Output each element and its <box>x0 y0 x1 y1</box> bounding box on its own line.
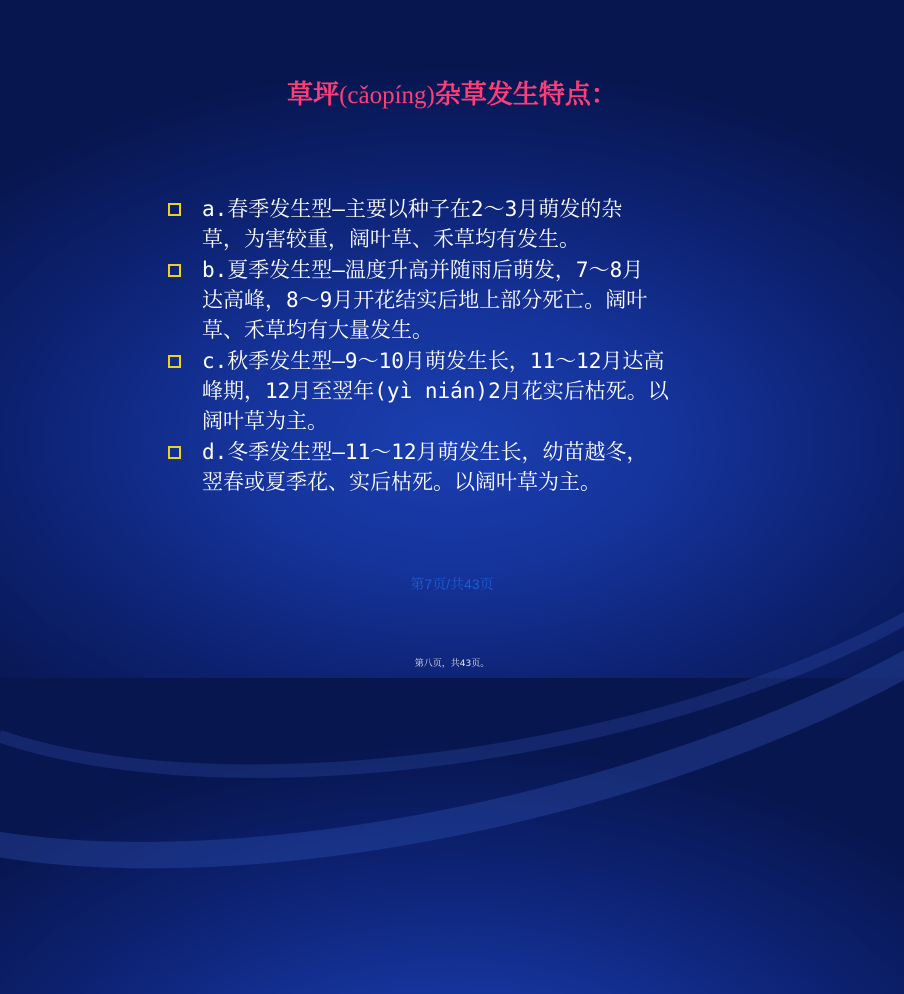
bullet-list <box>168 194 748 498</box>
footer-note: 第八页，共43页。 <box>414 659 490 669</box>
square-bullet-icon <box>168 355 181 368</box>
bullet-item-autumn <box>168 346 748 436</box>
square-bullet-icon <box>168 203 181 216</box>
title-suffix: 杂草发生特点： <box>434 80 617 110</box>
bullet-item-winter <box>168 437 748 497</box>
bullet-item-summer <box>168 255 748 345</box>
square-bullet-icon <box>168 446 181 459</box>
title-prefix: 草坪 <box>287 80 340 110</box>
bullet-text: c.秋季发生型—9～10月萌发生长，11～12月达高 峰期，12月至翌年(yì nián)2月花实后枯死。以 阔叶草为主。 <box>202 349 669 433</box>
bullet-text: d.冬季发生型—11～12月萌发生长，幼苗越冬， 翌春或夏季花、实后枯死。以阔叶草为主。 <box>202 440 648 494</box>
title-latin: (cǎopíng) <box>339 82 435 109</box>
bullet-text: a.春季发生型—主要以种子在2～3月萌发的杂 草，为害较重，阔叶草、禾草均有发生。 <box>202 197 623 251</box>
bullet-item-spring <box>168 194 748 254</box>
page-indicator: 第7页/共43页 <box>410 576 494 592</box>
square-bullet-icon <box>168 264 181 277</box>
slide-title <box>0 74 904 111</box>
bullet-text: b.夏季发生型—温度升高并随雨后萌发，7～8月 达高峰，8～9月开花结实后地上部分死亡。阔叶 草、禾草均有大量发生。 <box>202 258 648 342</box>
